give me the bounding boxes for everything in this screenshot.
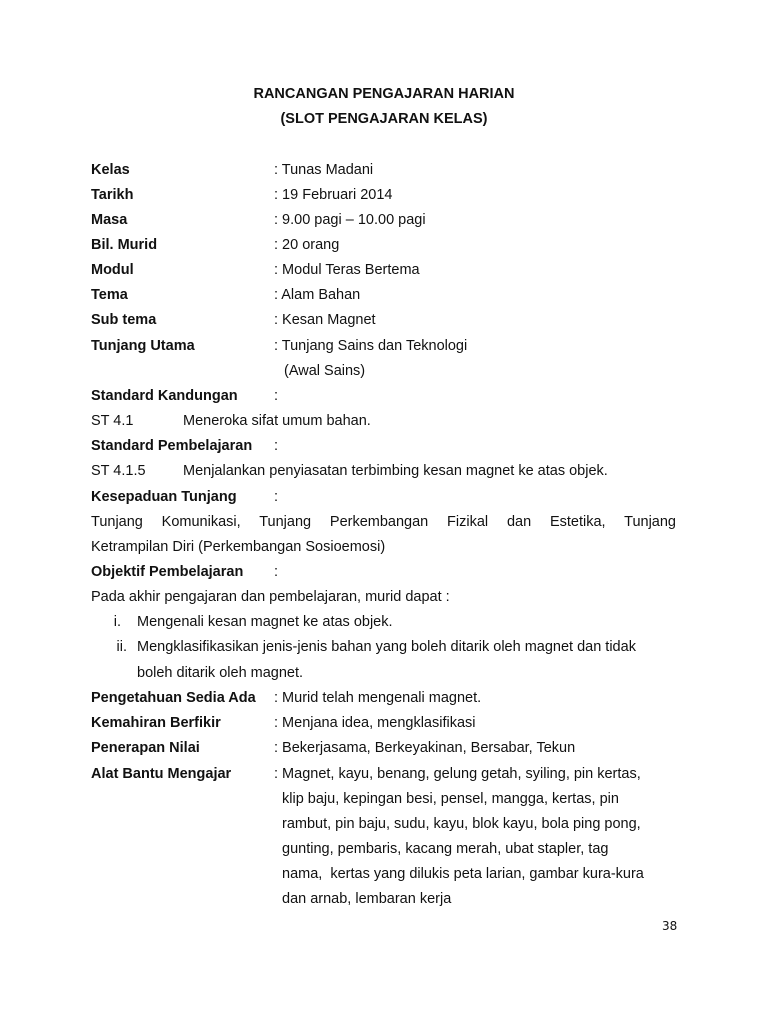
alat-bantu-line-row: [91, 814, 681, 834]
standard-text: Menjalankan penyiasatan terbimbing kesan magnet ke atas objek.: [183, 463, 608, 479]
section-colon: :: [274, 489, 279, 505]
standard-text: Meneroka sifat umum bahan.: [183, 413, 371, 429]
pengetahuan-row: [91, 688, 681, 708]
standard-pembelajaran-heading: [91, 436, 681, 456]
info-row-tarikh: [91, 185, 681, 205]
section-colon: :: [274, 564, 279, 580]
info-row-bil-murid: [91, 235, 681, 255]
alat-bantu-line-row: [91, 839, 681, 859]
objektif-item: [91, 612, 681, 632]
info-value: : Tunjang Sains dan Teknologi: [274, 338, 468, 354]
info-row-kelas: [91, 160, 681, 180]
info-label: Tunjang Utama: [91, 338, 195, 354]
info-row-tunjang-utama: [91, 336, 681, 356]
detail-label: Pengetahuan Sedia Ada: [91, 690, 256, 706]
kesepaduan-text-line2: Ketrampilan Diri (Perkembangan Sosioemosi): [91, 539, 386, 555]
info-label: Kelas: [91, 162, 130, 178]
info-value: : Alam Bahan: [274, 287, 361, 303]
objektif-item-text: Mengklasifikasikan jenis-jenis bahan yang boleh ditarik oleh magnet dan tidak: [137, 639, 636, 655]
info-value-continuation: (Awal Sains): [284, 363, 366, 379]
objektif-item-continuation: boleh ditarik oleh magnet.: [137, 665, 304, 681]
alat-bantu-line-row: [91, 789, 681, 809]
info-row-sub-tema: [91, 310, 681, 330]
section-label: Standard Pembelajaran: [91, 438, 253, 454]
section-label: Kesepaduan Tunjang: [91, 489, 237, 505]
kesepaduan-text-line2-row: [91, 537, 681, 557]
info-label: Modul: [91, 262, 134, 278]
info-label: Tarikh: [91, 187, 134, 203]
penerapan-row: [91, 738, 681, 758]
info-label: Bil. Murid: [91, 237, 158, 253]
document-title: RANCANGAN PENGAJARAN HARIAN: [253, 86, 515, 102]
detail-label: Penerapan Nilai: [91, 740, 200, 756]
standard-kandungan-heading: [91, 386, 681, 406]
detail-label: Alat Bantu Mengajar: [91, 766, 232, 782]
info-value: : Modul Teras Bertema: [274, 262, 420, 278]
info-row-modul: [91, 260, 681, 280]
section-label: Objektif Pembelajaran: [91, 564, 244, 580]
section-label: Standard Kandungan: [91, 388, 238, 404]
standard-code: ST 4.1: [91, 413, 134, 429]
standard-code: ST 4.1.5: [91, 463, 146, 479]
info-label: Tema: [91, 287, 128, 303]
alat-bantu-line: klip baju, kepingan besi, pensel, mangga, kertas, pin: [282, 791, 619, 807]
alat-bantu-line-row: [91, 889, 681, 909]
objektif-item-number: i.: [113, 614, 121, 630]
alat-bantu-line: : Magnet, kayu, benang, gelung getah, syiling, pin kertas,: [274, 766, 641, 782]
alat-bantu-row: [91, 764, 681, 784]
detail-value: : Murid telah mengenali magnet.: [274, 690, 482, 706]
objektif-intro: Pada akhir pengajaran dan pembelajaran, murid dapat :: [91, 589, 450, 605]
alat-bantu-line: rambut, pin baju, sudu, kayu, blok kayu, bola ping pong,: [282, 816, 641, 832]
info-row-tema: [91, 285, 681, 305]
detail-label: Kemahiran Berfikir: [91, 715, 221, 731]
objektif-item-number: ii.: [116, 639, 127, 655]
objektif-item-continuation-row: [91, 663, 681, 683]
objektif-heading: [91, 562, 681, 582]
info-label: Sub tema: [91, 312, 157, 328]
standard-pembelajaran-row: [91, 461, 681, 481]
objektif-item-text: Mengenali kesan magnet ke atas objek.: [137, 614, 393, 630]
document-subtitle: (SLOT PENGAJARAN KELAS): [280, 111, 488, 127]
alat-bantu-line: dan arnab, lembaran kerja: [282, 891, 452, 907]
info-value: : 19 Februari 2014: [274, 187, 393, 203]
detail-value: : Menjana idea, mengklasifikasi: [274, 715, 476, 731]
objektif-intro-row: [91, 587, 681, 607]
alat-bantu-line: gunting, pembaris, kacang merah, ubat stapler, tag: [282, 841, 609, 857]
info-value: : Kesan Magnet: [274, 312, 376, 328]
detail-value: : Bekerjasama, Berkeyakinan, Bersabar, Tekun: [274, 740, 576, 756]
info-value: : Tunas Madani: [274, 162, 374, 178]
kemahiran-row: [91, 713, 681, 733]
objektif-item: [91, 637, 681, 657]
alat-bantu-line: nama, kertas yang dilukis peta larian, gambar kura-kura: [282, 866, 644, 882]
info-row-tunjang-cont: [91, 361, 681, 381]
info-value: : 20 orang: [274, 237, 340, 253]
section-colon: :: [274, 438, 279, 454]
alat-bantu-line-row: [91, 864, 681, 884]
kesepaduan-heading: [91, 487, 681, 507]
standard-kandungan-row: [91, 411, 681, 431]
info-value: : 9.00 pagi – 10.00 pagi: [274, 212, 426, 228]
info-label: Masa: [91, 212, 128, 228]
kesepaduan-text-line1: Tunjang Komunikasi, Tunjang Perkembangan Fizikal dan Estetika, Tunjang: [91, 514, 676, 530]
section-colon: :: [274, 388, 279, 404]
info-row-masa: [91, 210, 681, 230]
page-number: 38: [662, 919, 678, 933]
